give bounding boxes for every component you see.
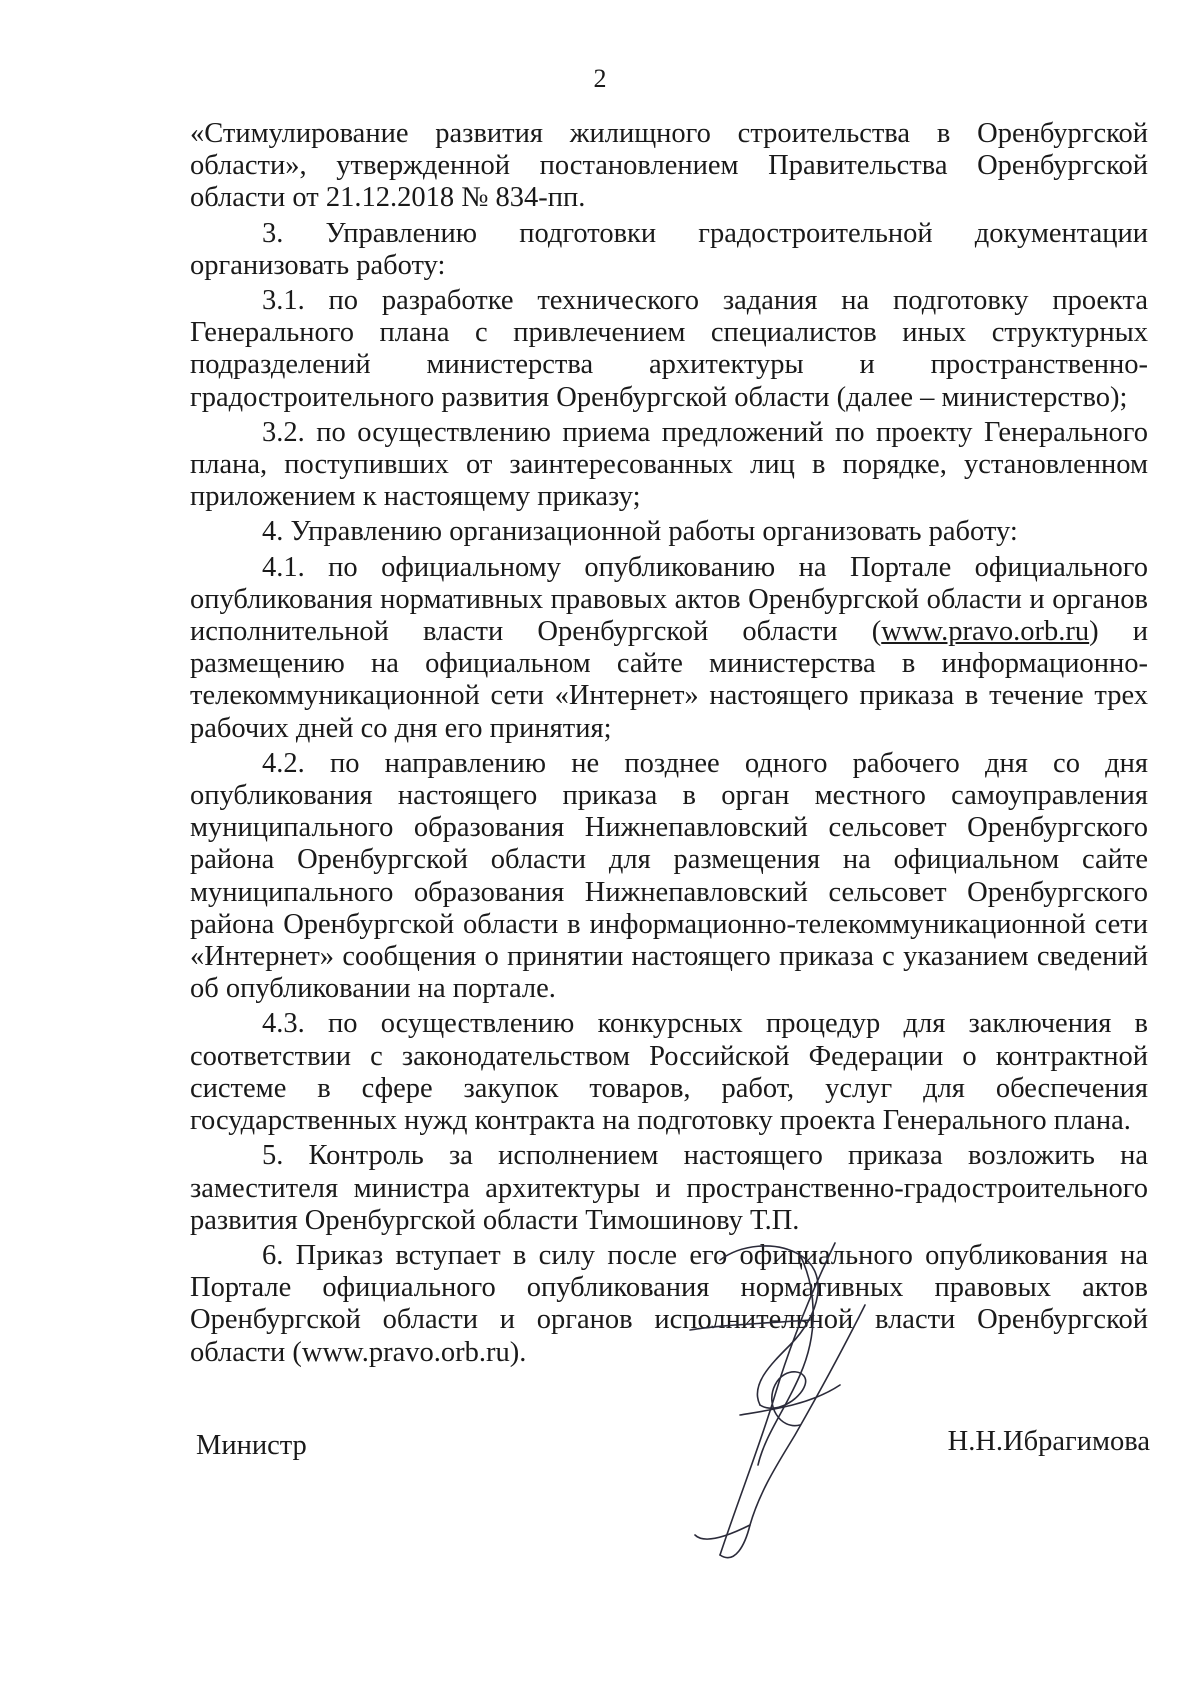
signatory-name: Н.Н.Ибрагимова xyxy=(947,1426,1150,1457)
paragraph-4-2: 4.2. по направлению не позднее одного рабочего дня со дня опубликования настоящего приказа в орган местного самоуправления муниципального образования Нижнепавловский сельсовет Оренбургского района Оренбургской области для размещения на официальном сайте муниципального образования Нижнепавловский сельсовет Оренбургского района Оренбургской области в информационно-телекоммуникационной сети «Интернет» сообщения о принятии настоящего приказа с указанием сведений об опубликовании на портале. xyxy=(190,747,1148,1005)
paragraph-4-1 xyxy=(190,552,1148,745)
pravo-portal-link[interactable]: www.pravo.orb.ru xyxy=(881,616,1090,648)
paragraph-intro: «Стимулирование развития жилищного строительства в Оренбургской области», утвержденной постановлением Правительства Оренбургской области от 21.12.2018 № 834-пп. xyxy=(190,118,1148,214)
paragraph-3-2: 3.2. по осуществлению приема предложений по проекту Генерального плана, поступивших от заинтересованных лиц в порядке, установленном приложением к настоящему приказу; xyxy=(190,416,1148,513)
signatory-title: Министр xyxy=(196,1430,307,1461)
paragraph-5: 5. Контроль за исполнением настоящего приказа возложить на заместителя министра архитектуры и пространственно-градостроительного развития Оренбургской области Тимошинову Т.П. xyxy=(190,1140,1148,1236)
paragraph-4-1-text-after: ) и размещению на официальном сайте министерства в информационно-телекоммуникационной сети «Интернет» настоящего приказа в течение трех рабочих дней со дня его принятия; xyxy=(190,616,1148,744)
paragraph-3-1: 3.1. по разработке технического задания на подготовку проекта Генерального плана с привлечением специалистов иных структурных подразделений министерства архитектуры и пространственно-градостроительного развития Оренбургской области (далее – министерство); xyxy=(190,285,1148,413)
paragraph-6: 6. Приказ вступает в силу после его официального опубликования на Портале официального опубликования нормативных правовых актов Оренбургской области и органов исполнительной власти Оренбургской области (www.pravo.orb.ru). xyxy=(190,1239,1148,1368)
paragraph-4-1-text-before: 4.1. по официальному опубликованию на Портале официального опубликования нормативных правовых актов Оренбургской области и органов исполнительной власти Оренбургской области ( xyxy=(190,551,1148,648)
page-number: 2 xyxy=(593,64,607,93)
paragraph-4: 4. Управлению организационной работы организовать работу: xyxy=(262,516,1018,548)
paragraph-4-3: 4.3. по осуществлению конкурсных процедур для заключения в соответствии с законодательством Российской Федерации о контрактной системе в сфере закупок товаров, работ, услуг для обеспечения государственных нужд контракта на подготовку проекта Генерального плана. xyxy=(190,1008,1148,1137)
document-body xyxy=(190,118,1148,1369)
paragraph-3: 3. Управлению подготовки градостроительной документации организовать работу: xyxy=(190,217,1148,281)
handwritten-signature xyxy=(680,1235,910,1580)
